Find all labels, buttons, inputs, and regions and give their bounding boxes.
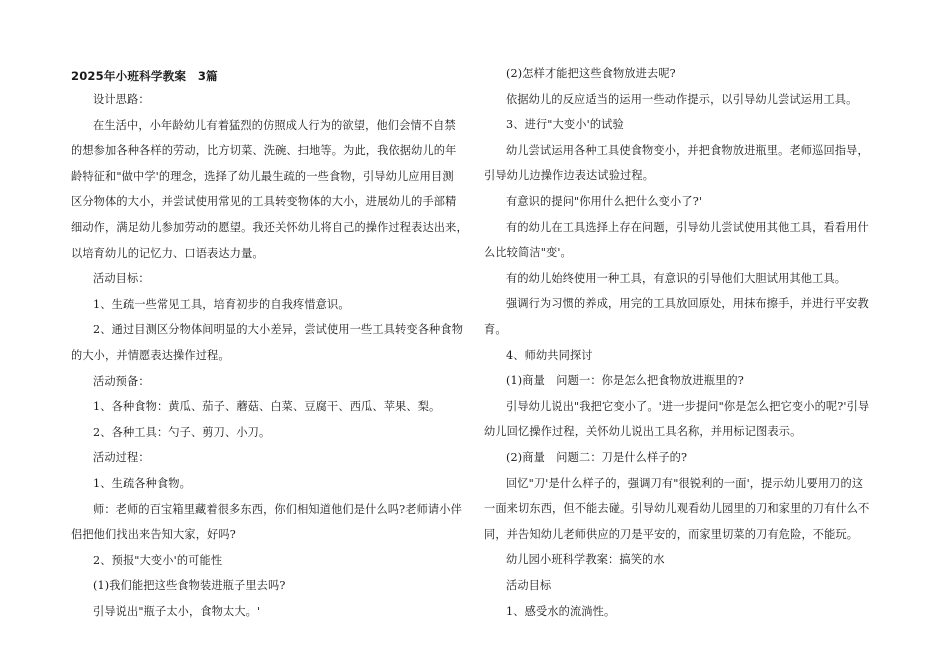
right-column-line: 幼儿回忆操作过程，关怀幼儿说出工具名称，并用标记图表示。 [484, 425, 802, 439]
right-column-line: 回忆"刀'是什么样子的，强调刀有"很锐利的一面'，提示幼儿要用刀的这 [506, 476, 864, 490]
left-column-line: 龄特征和"做中学'的理念，选择了幼儿最生疏的一些食物，引导幼儿应用目测 [71, 169, 454, 183]
right-column-line: 4、师幼共同探讨 [506, 348, 593, 362]
right-column-line: 幼儿尝试运用各种工具使食物变小，并把食物放进瓶里。老师巡回指导， [506, 143, 869, 157]
left-column-line: 1、生疏一些常见工具，培育初步的自我疼惜意识。 [93, 297, 350, 311]
left-column-line: 2、通过目测区分物体间明显的大小差异，尝试使用一些工具转变各种食物 [93, 323, 464, 337]
right-column-line: (2)商量 问题二：刀是什么样子的? [506, 451, 688, 464]
right-column-line: 1、感受水的流淌性。 [506, 604, 616, 618]
left-column-line: 2、各种工具：勺子、剪刀、小刀。 [93, 425, 271, 439]
left-column-line: 设计思路： [93, 93, 150, 106]
right-column-line: 依据幼儿的反应适当的运用一些动作提示，以引导幼儿尝试运用工具。 [506, 92, 858, 106]
left-column-line: 在生活中，小年龄幼儿有着猛烈的仿照成人行为的欲望，他们会情不自禁 [93, 118, 456, 132]
left-column-line: 活动预备： [93, 374, 150, 388]
document-title: 2025年小班科学教案 3篇 [71, 69, 218, 83]
right-column-line: 幼儿园小班科学教案：搞笑的水 [506, 553, 665, 567]
left-column-line: 活动目标： [93, 272, 150, 286]
right-column-line: 有意识的提问"你用什么把什么变小了?' [506, 195, 703, 208]
right-column-line: 活动目标 [506, 579, 552, 592]
left-column-line: 2、预报"大变小'的可能性 [93, 553, 223, 567]
left-column-line: (1)我们能把这些食物装进瓶子里去吗? [93, 579, 286, 593]
left-column-line: 的想参加各种各样的劳动，比方切菜、洗碗、扫地等。为此，我依据幼儿的年 [71, 144, 457, 158]
right-column-line: 么比较简洁"变'。 [484, 246, 572, 260]
right-column-line: 一面来切东西，但不能去碰。引导幼儿观看幼儿园里的刀和家里的刀有什么不 [484, 502, 870, 516]
left-column-line: 的大小，并情愿表达操作过程。 [71, 349, 230, 362]
left-column-line: 1、各种食物：黄瓜、茄子、蘑菇、白菜、豆腐干、西瓜、苹果、梨。 [93, 400, 441, 414]
left-column-line: 侣把他们找出来告知大家，好吗? [71, 528, 236, 542]
right-column-line: 引导幼儿边操作边表达试验过程。 [484, 169, 655, 183]
right-column-line: 有的幼儿在工具选择上存在问题，引导幼儿尝试使用其他工具，看看用什 [506, 220, 869, 234]
right-column-line: 强调行为习惯的养成，用完的工具放回原处，用抹布擦手，并进行平安教 [506, 297, 869, 311]
left-column-line: 以培育幼儿的记忆力、口语表达力量。 [71, 246, 264, 260]
right-column-line: 同，并告知幼儿老师供应的刀是平安的，而家里切菜的刀有危险，不能玩。 [484, 527, 859, 541]
right-column-line: 3、进行"大变小'的试验 [506, 118, 624, 132]
left-column-line: 师：老师的百宝箱里藏着很多东西，你们相知道他们是什么吗?老师请小伴 [93, 502, 462, 516]
left-column-line: 细动作，满足幼儿参加劳动的愿望。我还关怀幼儿将自己的操作过程表达出来， [71, 221, 468, 234]
left-column-line: 引导说出"瓶子太小，食物太大。' [93, 605, 261, 618]
right-column-line: 育。 [484, 323, 507, 336]
left-column-line: 区分物体的大小，并尝试使用常见的工具转变物体的大小，进展幼儿的手部精 [71, 195, 457, 209]
left-column-line: 活动过程： [93, 451, 150, 465]
left-column-line: 1、生疏各种食物。 [93, 477, 191, 490]
right-column-line: 引导幼儿说出"我把它变小了。'进一步提问"你是怎么把它变小的呢?'引导 [506, 399, 870, 413]
right-column-line: (1)商量 问题一：你是怎么把食物放进瓶里的? [506, 374, 744, 388]
right-column-line: (2)怎样才能把这些食物放进去呢? [506, 67, 676, 80]
right-column-line: 有的幼儿始终使用一种工具，有意识的引导他们大胆试用其他工具。 [506, 271, 847, 285]
